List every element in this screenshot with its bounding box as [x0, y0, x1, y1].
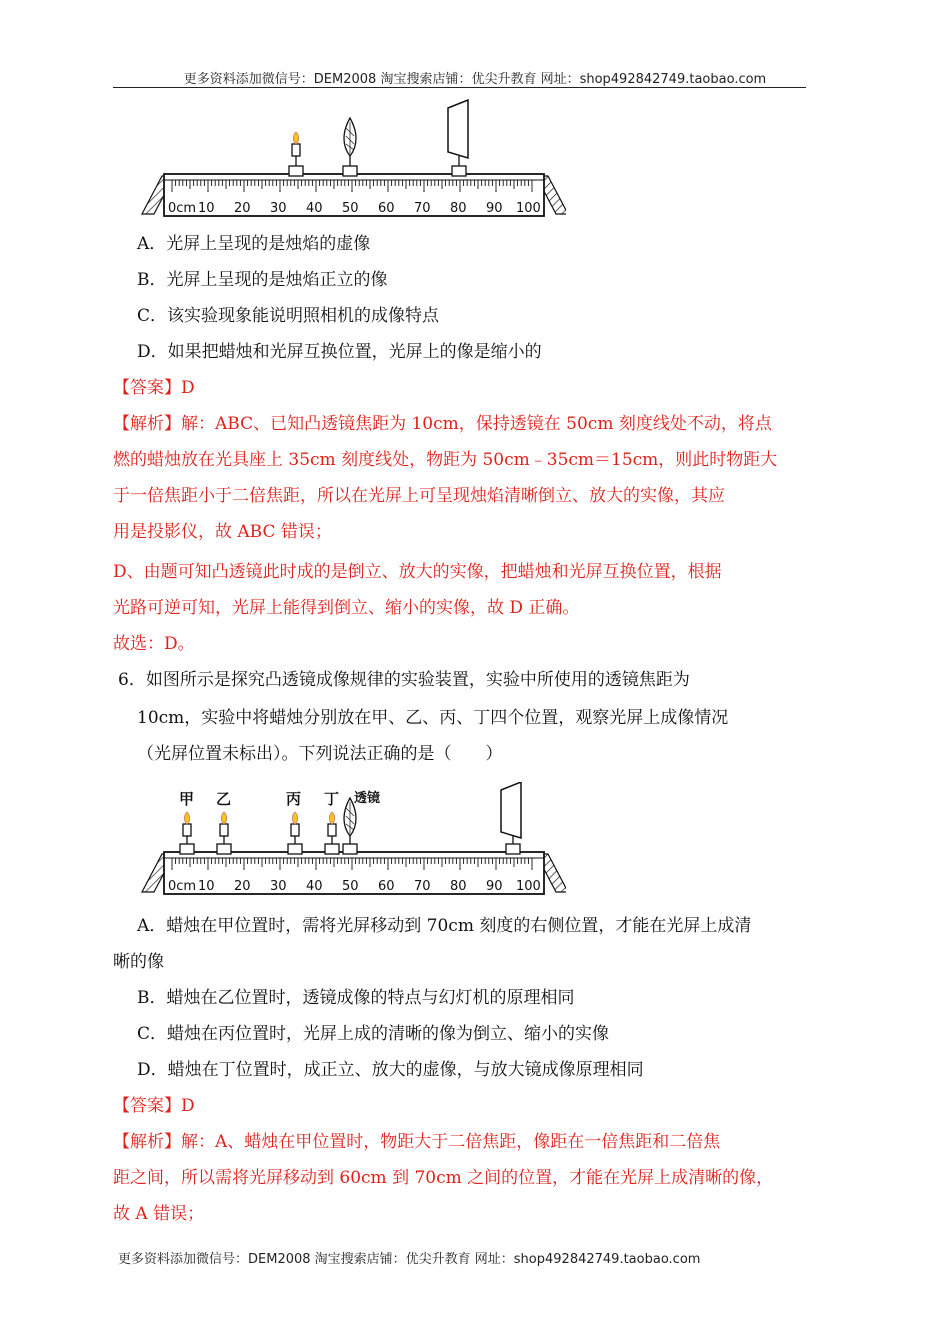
- q5-analysis-line: 于一倍焦距小于二倍焦距，所以在光屏上可呈现烛焰清晰倒立、放大的实像，其应: [113, 486, 725, 506]
- q6-option-a: A．蜡烛在甲位置时，需将光屏移动到 70cm 刻度的右侧位置，才能在光屏上成清: [137, 916, 752, 936]
- page-footer: 更多资料添加微信号：DEM2008 淘宝搜索店铺：优尖升教育 网址：shop492842749.taobao.com: [118, 1252, 701, 1267]
- figure-optical-bench-1: [136, 96, 566, 222]
- candle-yi: [217, 812, 231, 854]
- header-divider: [113, 87, 806, 88]
- lens: [343, 798, 357, 854]
- q5-analysis-line: 故选：D。: [113, 634, 195, 654]
- q5-option-d: D．如果把蜡烛和光屏互换位置，光屏上的像是缩小的: [137, 342, 542, 362]
- lens-label: 透镜: [354, 791, 381, 806]
- light-screen: [501, 782, 521, 854]
- ruler-label: 90: [486, 201, 503, 216]
- position-label-ding: 丁: [324, 790, 340, 808]
- candle-ding: [325, 812, 339, 854]
- q6-stem-line: 6．如图所示是探究凸透镜成像规律的实验装置，实验中所使用的透镜焦距为: [118, 670, 690, 690]
- position-label-bing: 丙: [286, 790, 302, 808]
- ruler-label: 30: [270, 201, 287, 216]
- ruler-label: 20: [234, 201, 251, 216]
- q5-answer-value: D: [181, 378, 195, 398]
- ruler-label: 60: [378, 879, 395, 894]
- ruler-label: 100: [516, 201, 541, 216]
- q6-analysis-line: 故 A 错误；: [113, 1204, 205, 1224]
- page-header: 更多资料添加微信号：DEM2008 淘宝搜索店铺：优尖升教育 网址：shop492842749.taobao.com: [183, 72, 767, 87]
- q5-option-a: A．光屏上呈现的是烛焰的虚像: [137, 234, 371, 254]
- q6-analysis-text: 解：A、蜡烛在甲位置时，物距大于二倍焦距，像距在一倍焦距和二倍焦: [181, 1132, 721, 1152]
- q6-option-a-cont: 晰的像: [113, 952, 164, 972]
- candle-bing: [288, 812, 302, 854]
- q5-answer: [113, 376, 195, 400]
- q5-analysis-line: 用是投影仪，故 ABC 错误；: [113, 522, 332, 542]
- q5-analysis-text: 解：ABC、已知凸透镜焦距为 10cm，保持透镜在 50cm 刻度线处不动，将点: [181, 414, 772, 434]
- ruler-label: 50: [342, 201, 359, 216]
- ruler-label: 50: [342, 879, 359, 894]
- q6-option-c: C．蜡烛在丙位置时，光屏上成的清晰的像为倒立、缩小的实像: [137, 1024, 610, 1044]
- q6-option-d: D．蜡烛在丁位置时，成正立、放大的虚像，与放大镜成像原理相同: [137, 1060, 644, 1080]
- q6-answer: [113, 1094, 195, 1118]
- q6-analysis-label: 【解析】: [113, 1132, 181, 1152]
- ruler-label: 0cm: [168, 879, 197, 894]
- ruler-label: 60: [378, 201, 395, 216]
- q5-analysis-line: [113, 412, 772, 436]
- q6-analysis-line: 距之间，所以需将光屏移动到 60cm 到 70cm 之间的位置，才能在光屏上成清晰的像，: [113, 1168, 774, 1188]
- q6-answer-label: 【答案】: [113, 1096, 181, 1116]
- q6-stem-line: 10cm，实验中将蜡烛分别放在甲、乙、丙、丁四个位置，观察光屏上成像情况: [137, 708, 729, 728]
- q5-analysis-line: 光路可逆可知，光屏上能得到倒立、缩小的实像，故 D 正确。: [113, 598, 580, 618]
- q5-analysis-label: 【解析】: [113, 414, 181, 434]
- candle-jia: [180, 812, 194, 854]
- figure-optical-bench-2: [136, 782, 566, 900]
- q5-answer-label: 【答案】: [113, 378, 181, 398]
- ruler-label: 0cm: [168, 201, 197, 216]
- q6-answer-value: D: [181, 1096, 195, 1116]
- ruler-label: 40: [306, 201, 323, 216]
- q6-stem-line: （光屏位置未标出）。下列说法正确的是（ ）: [137, 744, 503, 764]
- q5-option-c: C．该实验现象能说明照相机的成像特点: [137, 306, 440, 326]
- ruler-label: 100: [516, 879, 541, 894]
- ruler-label: 70: [414, 201, 431, 216]
- ruler-label: 80: [450, 879, 467, 894]
- candle: [289, 132, 303, 176]
- ruler-label: 20: [234, 879, 251, 894]
- ruler-label: 10: [198, 879, 215, 894]
- ruler-label: 30: [270, 879, 287, 894]
- ruler-label: 10: [198, 201, 215, 216]
- position-label-jia: 甲: [179, 790, 195, 808]
- lens: [343, 118, 357, 176]
- ruler-label: 70: [414, 879, 431, 894]
- ruler-label: 80: [450, 201, 467, 216]
- q5-analysis-line: D、由题可知凸透镜此时成的是倒立、放大的实像，把蜡烛和光屏互换位置，根据: [113, 562, 722, 582]
- q5-analysis-line: 燃的蜡烛放在光具座上 35cm 刻度线处，物距为 50cm﹣35cm＝15cm，则此时物距大: [113, 450, 778, 470]
- position-label-yi: 乙: [216, 790, 232, 808]
- ruler-label: 90: [486, 879, 503, 894]
- q6-analysis-line: [113, 1130, 720, 1154]
- q5-option-b: B．光屏上呈现的是烛焰正立的像: [137, 270, 388, 290]
- light-screen: [448, 100, 468, 176]
- q6-option-b: B．蜡烛在乙位置时，透镜成像的特点与幻灯机的原理相同: [137, 988, 575, 1008]
- ruler-label: 40: [306, 879, 323, 894]
